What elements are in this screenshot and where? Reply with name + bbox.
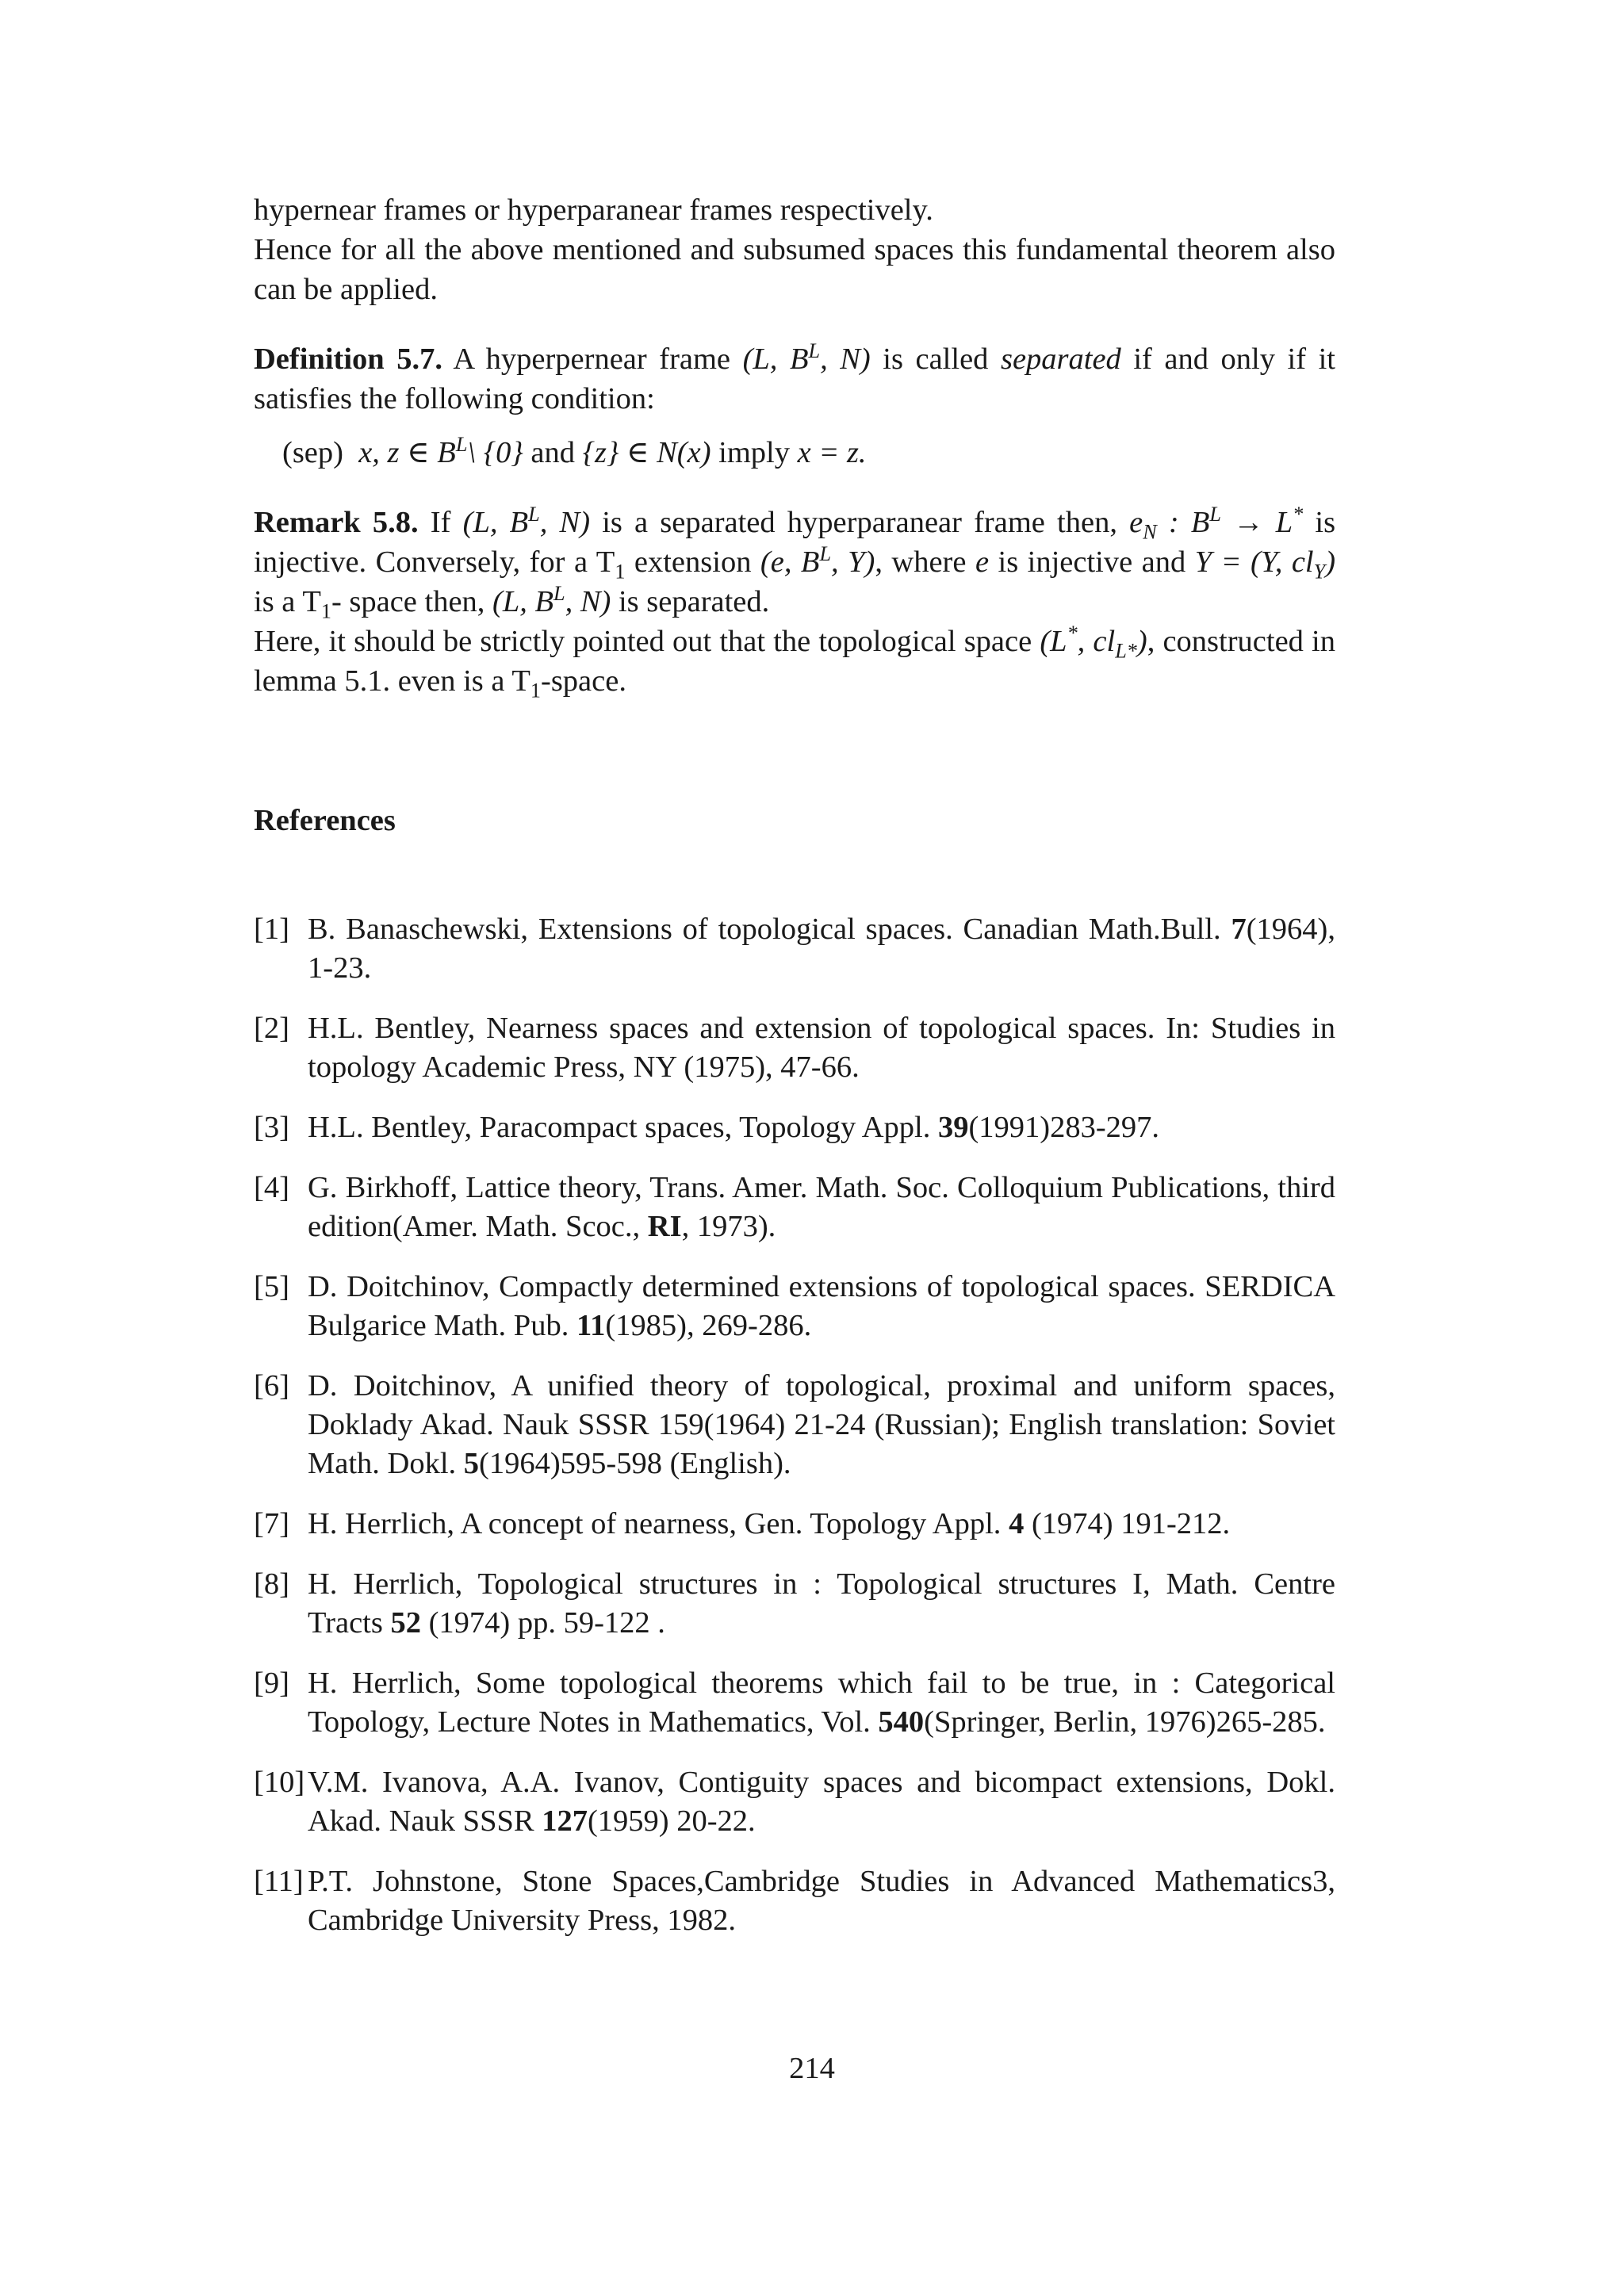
reference-volume: 52 [390, 1606, 421, 1640]
separation-condition [282, 433, 1335, 473]
reference-volume: 5 [463, 1447, 480, 1480]
reference-number: [9] [254, 1667, 289, 1700]
reference-number: [2] [254, 1012, 289, 1045]
reference-number: [11] [254, 1865, 304, 1898]
reference-item [254, 1505, 1335, 1544]
math-rem-e: e [975, 545, 990, 579]
reference-item [254, 1009, 1335, 1087]
remark-t6: is a T [254, 585, 321, 618]
reference-text: D. Doitchinov, Compactly determined extensions of topological spaces. SERDICA Bulgarice Math. Pub. [308, 1270, 1335, 1342]
reference-volume: RI [647, 1210, 682, 1243]
reference-number: [1] [254, 913, 289, 946]
reference-text: , 1973). [681, 1210, 776, 1243]
reference-volume: 7 [1231, 913, 1247, 946]
math-rem-frame-2: (L, $B^L$, N) [492, 582, 611, 618]
remark-t3: extension [634, 545, 752, 579]
definition-text-b: is called [883, 342, 989, 376]
definition-label: Definition 5.7. [254, 342, 442, 376]
intro-line-2: Hence for all the above mentioned and subsumed spaces this fundamental theorem also can be applied. [254, 233, 1335, 306]
reference-text: D. Doitchinov, A unified theory of topological, proximal and uniform spaces, Doklady Akad. Nauk SSSR 159(1964) 21-24 (Russian); English translation: Soviet Math. Dokl. [308, 1369, 1335, 1480]
reference-text: (Springer, Berlin, 1976)265-285. [924, 1705, 1326, 1739]
reference-number: [7] [254, 1507, 289, 1540]
reference-number: [6] [254, 1369, 289, 1402]
reference-text: (1964)595-598 (English). [479, 1447, 791, 1480]
reference-text: H. Herrlich, A concept of nearness, Gen. Topology Appl. [308, 1507, 1009, 1540]
remark-t2: is injective. Conversely, for a T [254, 506, 1336, 579]
reference-text: G. Birkhoff, Lattice theory, Trans. Amer. Math. Soc. Colloquium Publications, third edition(Amer. Math. Scoc., [308, 1171, 1335, 1243]
reference-item [254, 1565, 1335, 1643]
math-rem-frame: (L, $B^L$, N) [462, 503, 591, 539]
definition-term: separated [1000, 342, 1121, 376]
reference-text: (1959) 20-22. [587, 1804, 756, 1838]
reference-text: H.L. Bentley, Nearness spaces and extension of topological spaces. In: Studies in topology Academic Press, NY (1975), 47-66. [308, 1012, 1335, 1084]
condition-label: (sep) [282, 436, 343, 469]
remark-if: If [430, 506, 451, 539]
remark-t4: , where [875, 545, 967, 579]
paragraph-intro [254, 190, 1335, 309]
reference-text: (1974) pp. 59-122 . [420, 1606, 665, 1640]
reference-item [254, 1268, 1335, 1345]
reference-volume: 4 [1009, 1507, 1025, 1540]
reference-item [254, 1367, 1335, 1483]
reference-item [254, 1763, 1335, 1841]
definition-text-c: if and only if it satisfies the following condition: [254, 342, 1336, 415]
math-cond-2: {z} ∈ N(x) [582, 436, 711, 469]
reference-text: H. Herrlich, Topological structures in : Topological structures I, Math. Centre Tracts [308, 1567, 1335, 1640]
math-rem-ext: (e, $B^L$, Y) [760, 542, 875, 579]
reference-item [254, 1664, 1335, 1742]
remark-t5: is injective and [998, 545, 1186, 579]
remark-label: Remark 5.8. [254, 506, 419, 539]
reference-number: [10] [254, 1766, 305, 1799]
math-rem-y: Y = (Y, $cl_Y$) [1194, 545, 1336, 584]
definition-5-7 [254, 339, 1335, 419]
math-rem-map: $e_N$ : $B^L \to L^*$ [1129, 503, 1304, 544]
reference-text: P.T. Johnstone, Stone Spaces,Cambridge Studies in Advanced Mathematics3, Cambridge University Press, 1982. [308, 1865, 1335, 1937]
math-cond-3: x = z. [797, 436, 867, 469]
reference-item [254, 1862, 1335, 1940]
reference-number: [8] [254, 1567, 289, 1601]
remark-5-8: Remark 5.8. If (L, $B^L$, N) is a separated hyperparanear frame then, $e_N$ : $B^L \to L^*$ is injective. Conversely, for a $T_1$ extension (e, $B^L$, Y), where e is injective and Y = (Y, $cl_Y$) is a $T_1-$ space then, (L, $B^L$, N) is separated. Here, it should be strictly pointed out that the topological space (L*, $cl_{L*}$), constructed in lemma 5.1. even is a $T_1$-space. [254, 503, 1336, 702]
reference-text: (1964), 1-23. [308, 913, 1335, 985]
reference-item [254, 910, 1335, 988]
remark-t10: constructed in lemma 5.1. even is a T [254, 625, 1336, 698]
reference-text: (1985), 269-286. [605, 1309, 812, 1342]
reference-text: B. Banaschewski, Extensions of topological spaces. Canadian Math.Bull. [308, 913, 1231, 946]
references-list [254, 910, 1335, 1961]
reference-volume: 11 [576, 1309, 606, 1342]
reference-item [254, 1169, 1335, 1246]
reference-number: [4] [254, 1171, 289, 1204]
page-number: 214 [789, 2052, 835, 2085]
reference-number: [3] [254, 1111, 289, 1144]
remark-t1: is a separated hyperparanear frame then, [602, 506, 1117, 539]
reference-volume: 127 [542, 1804, 588, 1838]
definition-text-a: A hyperpernear frame [453, 342, 731, 376]
math-rem-space: (L*, $cl_{L*}$) [1040, 622, 1147, 663]
reference-volume: 39 [937, 1111, 969, 1144]
intro-line-1: hypernear frames or hyperparanear frames respectively. [254, 193, 933, 227]
references-heading: References [254, 804, 396, 837]
math-frame: (L, $B^L$, N) [742, 339, 871, 376]
reference-text: V.M. Ivanova, A.A. Ivanov, Contiguity spaces and bicompact extensions, Dokl. Akad. Nauk SSSR [308, 1766, 1335, 1838]
remark-t11: -space. [541, 664, 626, 698]
page-body [254, 190, 1335, 701]
reference-text: H. Herrlich, Some topological theorems which fail to be true, in : Categorical Topology, Lecture Notes in Mathematics, Vol. [308, 1667, 1335, 1739]
reference-item [254, 1108, 1335, 1147]
remark-t7: - space then, [331, 585, 485, 618]
reference-text: (1991)283-297. [968, 1111, 1160, 1144]
reference-text: (1974) 191-212. [1024, 1507, 1231, 1540]
reference-volume: 540 [878, 1705, 925, 1739]
math-cond-1: x, z ∈ $B^L\backslash$ {0} [358, 433, 523, 469]
condition-and: and [530, 436, 575, 469]
remark-t8: is separated. [618, 585, 770, 618]
reference-number: [5] [254, 1270, 289, 1303]
remark-t9: Here, it should be strictly pointed out that the topological space [254, 625, 1032, 658]
reference-text: H.L. Bentley, Paracompact spaces, Topology Appl. [308, 1111, 938, 1144]
condition-imply: imply [718, 436, 790, 469]
